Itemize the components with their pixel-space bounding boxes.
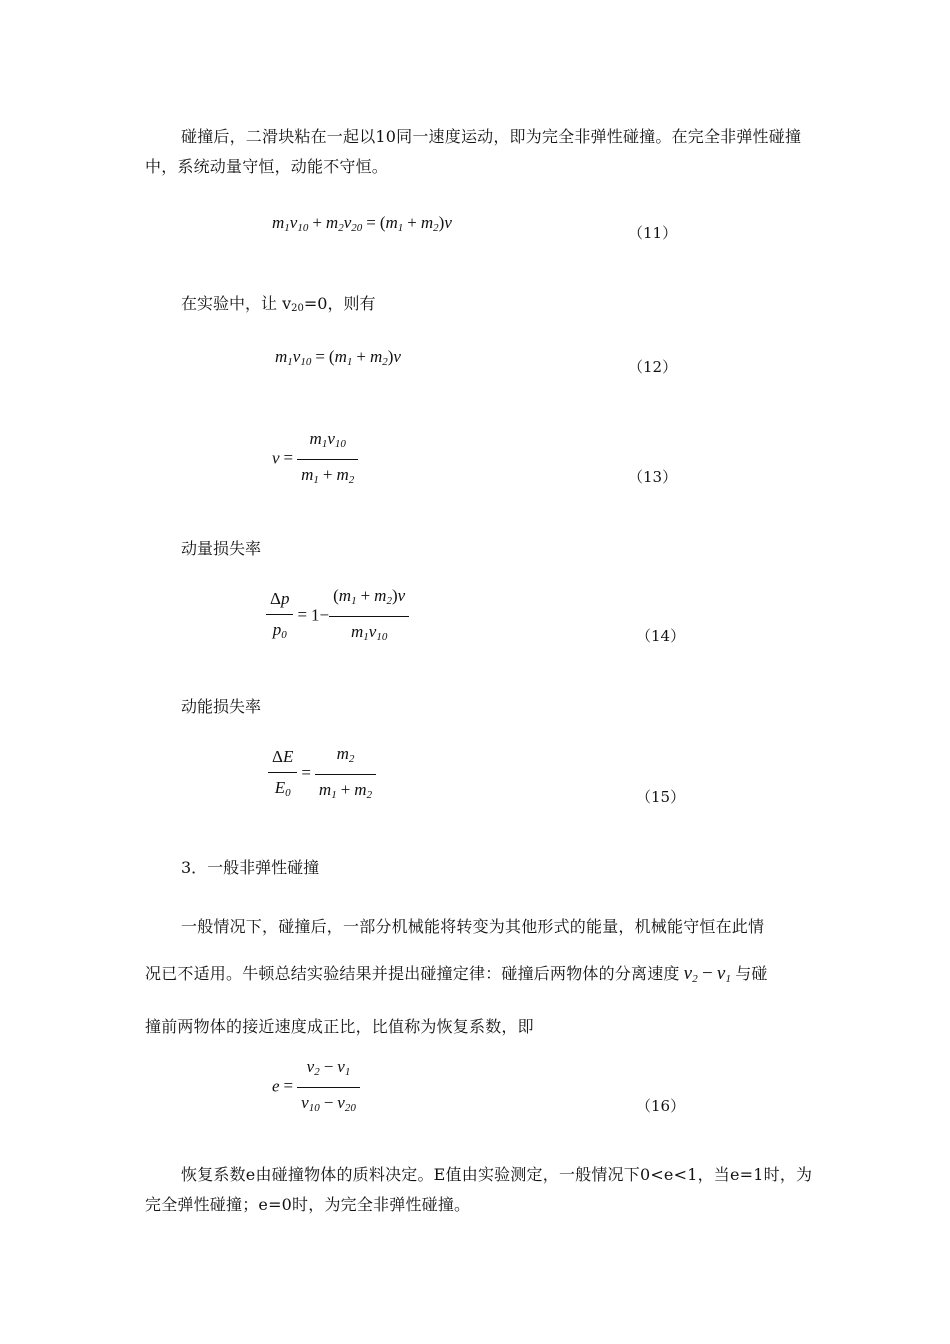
paragraph-restitution: 恢复系数e由碰撞物体的质料决定。E值由实验测定，一般情况下0<e<1，当e=1时，为完全弹性碰撞；e=0时，为完全非弹性碰撞。 — [145, 1165, 813, 1214]
equation-number-12: （12） — [628, 358, 678, 376]
newton-law-line-2 — [145, 950, 815, 1003]
experiment-text-pre: 在实验中，让 v — [181, 294, 292, 313]
equation-13: v = $\frac{m_1v_{10}}{m_1 + m_2}$ — [272, 428, 358, 491]
equation-number-14: （14） — [636, 627, 686, 645]
equation-number-13: （13） — [628, 468, 678, 486]
experiment-text-post: =0，则有 — [303, 294, 376, 313]
section-heading-3: 3．一般非弹性碰撞 — [181, 858, 320, 877]
equation-number-11: （11） — [628, 224, 678, 242]
equation-16: e = $\frac{v_2 - v_1}{v_{10} - v_{20}}$ — [272, 1056, 360, 1119]
label-momentum-loss-rate: 动量损失率 — [181, 539, 262, 558]
paragraph-newton-law — [145, 903, 815, 1050]
inline-formula-v2-minus-v1: $v_2 - v_1$ — [683, 963, 732, 985]
label-energy-loss-rate: 动能损失率 — [181, 697, 262, 716]
paragraph-experiment — [181, 291, 375, 314]
newton-law-line-2-pre: 况已不适用。牛顿总结实验结果并提出碰撞定律：碰撞后两物体的分离速度 — [145, 964, 680, 983]
equation-number-15: （15） — [636, 788, 686, 806]
newton-law-line-2-post: 与碰 — [735, 964, 768, 983]
experiment-text-sub: 20 — [291, 303, 304, 314]
newton-law-line-1: 一般情况下，碰撞后，一部分机械能将转变为其他形式的能量，机械能守恒在此情 — [181, 917, 765, 936]
equation-11: $m_1v_{10} + m_2v_{20} = (m_1 + m_2)v$ — [272, 213, 452, 234]
equation-12: $m_1v_{10} = (m_1 + m_2)v$ — [275, 347, 401, 368]
equation-number-16: （16） — [636, 1097, 686, 1115]
equation-14: $\frac{\Delta p}{p_0}$ = 1− $\frac{(m_1 + m_2)v}{m_1v_{10}}$ — [266, 585, 409, 648]
paragraph-perfectly-inelastic: 碰撞后，二滑块粘在一起以10同一速度运动，即为完全非弹性碰撞。在完全非弹性碰撞中，系统动量守恒，动能不守恒。 — [145, 127, 802, 176]
equation-15: $\frac{\Delta E}{E_0}$ = $\frac{m_2}{m_1 + m_2}$ — [268, 743, 376, 806]
newton-law-line-3: 撞前两物体的接近速度成正比，比值称为恢复系数，即 — [145, 1017, 534, 1036]
